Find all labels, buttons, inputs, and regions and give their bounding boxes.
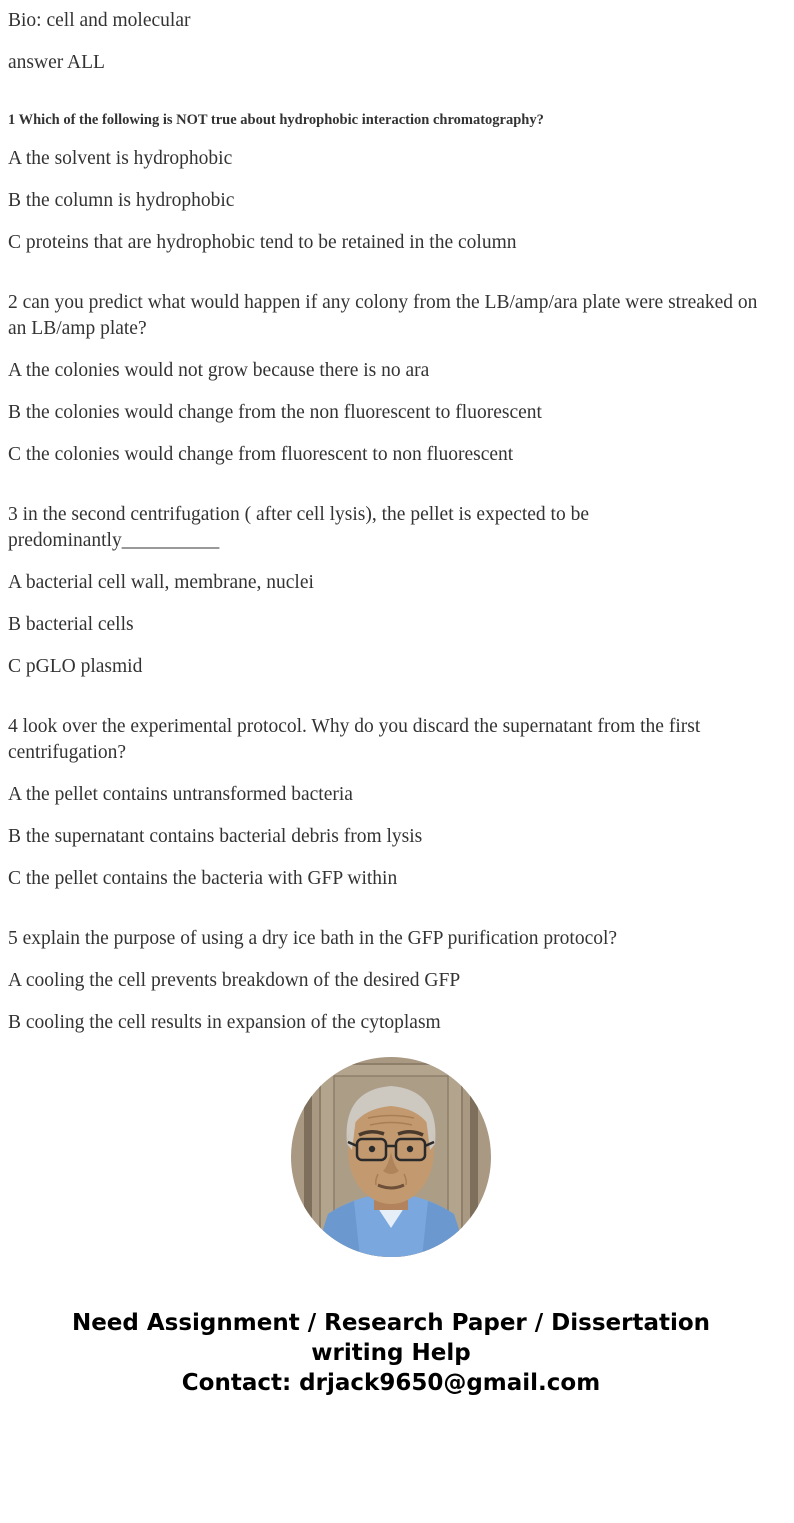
question-5-stem: 5 explain the purpose of using a dry ice bath in the GFP purification protocol? bbox=[8, 928, 618, 949]
question-4-option-b: B the supernatant contains bacterial debris from lysis bbox=[8, 826, 423, 847]
question-3-option-b: B bacterial cells bbox=[8, 614, 134, 635]
man-portrait-photo bbox=[290, 1056, 492, 1258]
question-3-option-a: A bacterial cell wall, membrane, nuclei bbox=[8, 572, 314, 593]
question-4 bbox=[8, 714, 774, 892]
avatar bbox=[8, 1056, 774, 1258]
question-1-stem: 1 Which of the following is NOT true about hydrophobic interaction chromatography? bbox=[8, 112, 544, 128]
question-2-stem: 2 can you predict what would happen if any colony from the LB/amp/ara plate were streaked on an LB/amp plate? bbox=[8, 292, 758, 339]
page-title: Bio: cell and molecular bbox=[8, 10, 191, 31]
question-4-option-a: A the pellet contains untransformed bacteria bbox=[8, 784, 353, 805]
question-3-option-c: C pGLO plasmid bbox=[8, 656, 143, 677]
question-3 bbox=[8, 502, 774, 680]
footer-help-text: Need Assignment / Research Paper / Dissertation writing Help bbox=[71, 1310, 711, 1366]
question-1 bbox=[8, 110, 774, 256]
question-2-option-a: A the colonies would not grow because there is no ara bbox=[8, 360, 430, 381]
question-4-option-c: C the pellet contains the bacteria with GFP within bbox=[8, 868, 398, 889]
question-3-stem: 3 in the second centrifugation ( after cell lysis), the pellet is expected to be predominantly__________ bbox=[8, 504, 590, 551]
footer-contact-email: Contact: drjack9650@gmail.com bbox=[181, 1370, 601, 1396]
question-1-option-a: A the solvent is hydrophobic bbox=[8, 148, 233, 169]
question-5-option-b: B cooling the cell results in expansion of the cytoplasm bbox=[8, 1012, 441, 1033]
footer-ad bbox=[8, 1308, 774, 1398]
instruction-text: answer ALL bbox=[8, 52, 105, 73]
question-2-option-b: B the colonies would change from the non fluorescent to fluorescent bbox=[8, 402, 542, 423]
question-5-option-a: A cooling the cell prevents breakdown of the desired GFP bbox=[8, 970, 461, 991]
question-4-stem: 4 look over the experimental protocol. Why do you discard the supernatant from the first centrifugation? bbox=[8, 716, 701, 763]
question-1-option-b: B the column is hydrophobic bbox=[8, 190, 235, 211]
question-2-option-c: C the colonies would change from fluorescent to non fluorescent bbox=[8, 444, 514, 465]
question-5 bbox=[8, 926, 774, 1036]
question-2 bbox=[8, 290, 774, 468]
question-1-option-c: C proteins that are hydrophobic tend to be retained in the column bbox=[8, 232, 517, 253]
